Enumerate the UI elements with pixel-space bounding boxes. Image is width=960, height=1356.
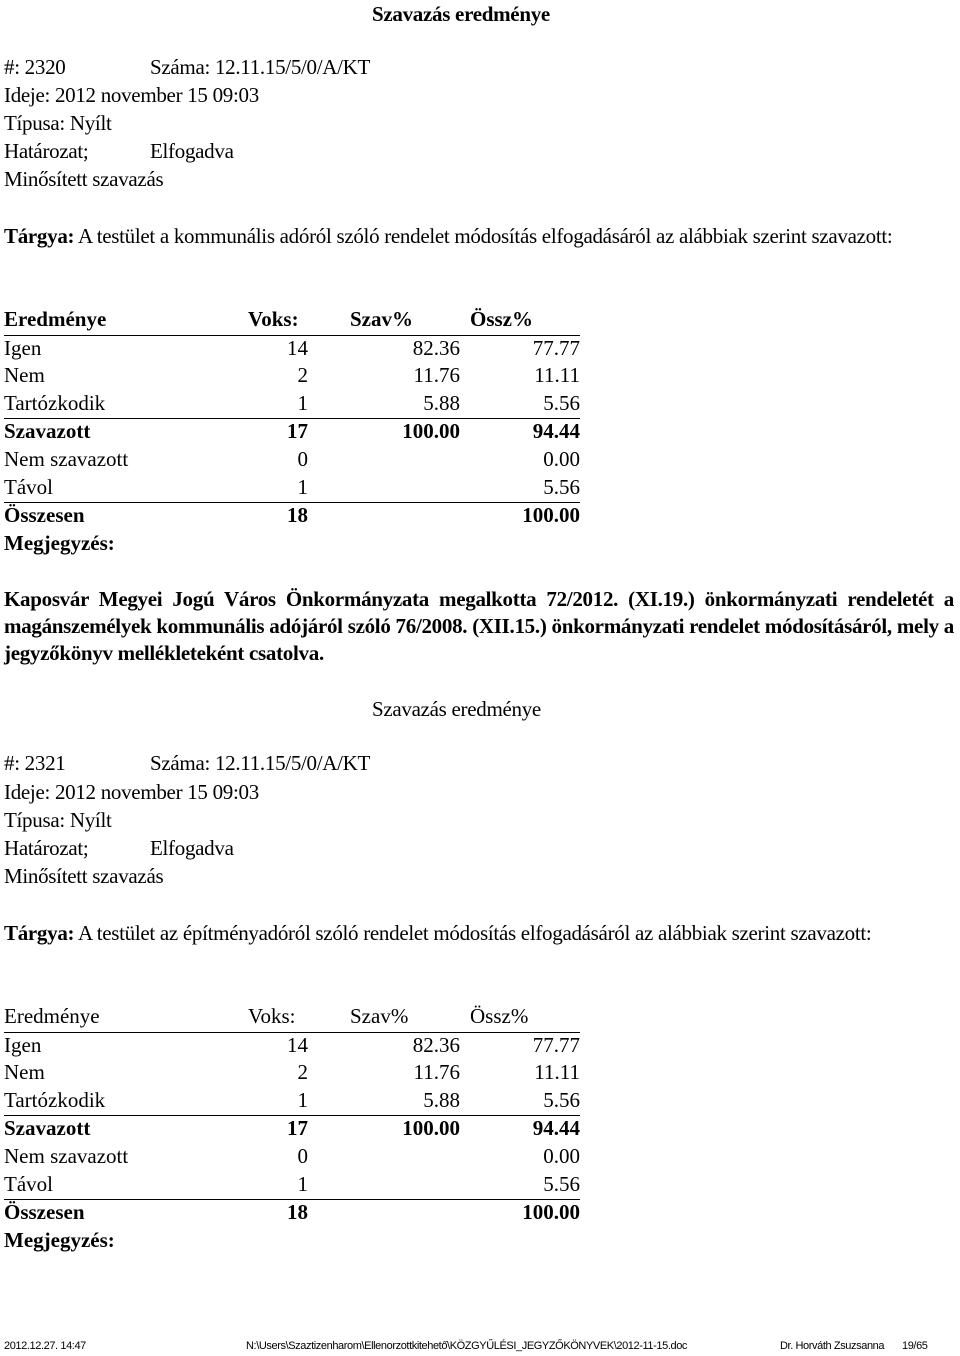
header-result: Eredménye <box>4 307 107 331</box>
row-total-percent: 94.44 <box>532 419 580 444</box>
row-votes: 1 <box>297 1171 308 1196</box>
record-type: Típusa: Nyílt <box>4 808 112 832</box>
table-row-voted <box>4 419 580 447</box>
footer-page: 19/65 <box>902 1340 928 1352</box>
row-total-percent: 77.77 <box>532 335 580 360</box>
header-total-percent: Össz% <box>470 1004 529 1028</box>
row-label: Nem szavazott <box>4 1143 129 1168</box>
table-header-row <box>4 1004 580 1033</box>
header-total-percent: Össz% <box>470 307 533 331</box>
subject-text: A testület a kommunális adóról szóló rendelet módosítás elfogadásáról az alábbiak szerint szavazott: <box>78 224 893 248</box>
row-votes: 1 <box>297 1087 308 1112</box>
vote-result-title: Szavazás eredménye <box>372 2 550 26</box>
row-label: Összesen <box>4 503 85 528</box>
row-total-percent: 11.11 <box>534 363 580 388</box>
row-total-percent: 100.00 <box>522 503 580 528</box>
record-number: Száma: 12.11.15/5/0/A/KT <box>150 55 371 79</box>
row-votes: 0 <box>297 1143 308 1168</box>
row-label: Összesen <box>4 1200 85 1225</box>
row-vote-percent: 100.00 <box>402 1116 460 1141</box>
row-votes: 2 <box>297 1060 308 1085</box>
table-row <box>4 1144 580 1172</box>
row-total-percent: 0.00 <box>543 1143 580 1168</box>
header-votes: Voks: <box>248 307 299 331</box>
header-votes: Voks: <box>248 1004 296 1028</box>
table-row <box>4 1033 580 1061</box>
table-row <box>4 336 580 364</box>
record-number: Száma: 12.11.15/5/0/A/KT <box>150 751 371 775</box>
footer-path: N:\Users\Szaztizenharom\Ellenorzottkitehető\KÖZGYŰLÉSI_JEGYZŐKÖNYVEK\2012-11-15.doc <box>246 1340 688 1352</box>
row-label: Igen <box>4 1032 42 1057</box>
table-row-total <box>4 1200 580 1228</box>
vote-result-title: Szavazás eredménye <box>372 697 541 721</box>
header-result: Eredménye <box>4 1004 100 1028</box>
row-total-percent: 5.56 <box>543 1171 580 1196</box>
vote-table <box>4 307 580 558</box>
subject-text: A testület az építményadóról szóló rendelet módosítás elfogadásáról az alábbiak szerint szavazott: <box>78 921 872 945</box>
row-total-percent: 5.56 <box>543 474 580 499</box>
table-row-total <box>4 503 580 531</box>
row-total-percent: 5.56 <box>543 390 580 415</box>
row-label: Tartózkodik <box>4 1087 106 1112</box>
row-total-percent: 77.77 <box>532 1032 580 1057</box>
row-vote-percent: 11.76 <box>413 363 460 388</box>
footer-date: 2012.12.27. 14:47 <box>4 1340 86 1352</box>
note-label: Megjegyzés: <box>4 530 115 555</box>
record-type: Típusa: Nyílt <box>4 111 112 135</box>
row-label: Távol <box>4 1171 53 1196</box>
row-total-percent: 5.56 <box>543 1087 580 1112</box>
resolution-text: Kaposvár Megyei Jogú Város Önkormányzata megalkotta 72/2012. (XI.19.) önkormányzati rendeletét a magánszemélyek kommunális adójáról szóló 76/2008. (XII.15.) önkormányzati rendelet módosításáról, mely a jegyzőkönyv mellékleteként csatolva. <box>4 587 954 665</box>
row-votes: 1 <box>297 390 308 415</box>
decision-value: Elfogadva <box>150 139 234 163</box>
table-row <box>4 1172 580 1201</box>
subject <box>4 920 954 947</box>
record-time: Ideje: 2012 november 15 09:03 <box>4 83 259 107</box>
row-total-percent: 0.00 <box>543 446 580 471</box>
table-row-voted <box>4 1116 580 1144</box>
subject-label: Tárgya: <box>4 921 75 945</box>
row-votes: 2 <box>297 363 308 388</box>
row-votes: 1 <box>297 474 308 499</box>
row-label: Tartózkodik <box>4 390 106 415</box>
row-vote-percent: 100.00 <box>402 419 460 444</box>
row-total-percent: 94.44 <box>532 1116 580 1141</box>
row-label: Nem <box>4 363 45 388</box>
row-votes: 14 <box>287 1032 308 1057</box>
row-votes: 18 <box>287 1200 308 1225</box>
table-row <box>4 475 580 504</box>
subject-label: Tárgya: <box>4 224 75 248</box>
row-votes: 17 <box>287 419 308 444</box>
header-vote-percent: Szav% <box>350 1004 409 1028</box>
row-vote-percent: 5.88 <box>423 1087 460 1112</box>
row-votes: 17 <box>287 1116 308 1141</box>
table-row <box>4 447 580 475</box>
record-id: #: 2321 <box>4 751 66 775</box>
row-total-percent: 100.00 <box>522 1200 580 1225</box>
decision-label: Határozat; <box>4 139 89 163</box>
table-row <box>4 363 580 391</box>
row-vote-percent: 11.76 <box>413 1060 460 1085</box>
row-label: Távol <box>4 474 53 499</box>
vote-table <box>4 1004 580 1255</box>
row-label: Nem <box>4 1060 45 1085</box>
qualified-vote: Minősített szavazás <box>4 167 164 191</box>
row-total-percent: 11.11 <box>534 1060 580 1085</box>
decision-value: Elfogadva <box>150 836 234 860</box>
note-label: Megjegyzés: <box>4 1227 115 1252</box>
row-label: Igen <box>4 335 42 360</box>
row-label: Szavazott <box>4 1116 91 1141</box>
row-vote-percent: 82.36 <box>412 335 460 360</box>
row-label: Nem szavazott <box>4 446 129 471</box>
row-votes: 18 <box>287 503 308 528</box>
table-row <box>4 1088 580 1117</box>
record-time: Ideje: 2012 november 15 09:03 <box>4 780 259 804</box>
footer-author: Dr. Horváth Zsuzsanna <box>780 1340 885 1352</box>
row-votes: 0 <box>297 446 308 471</box>
row-label: Szavazott <box>4 419 91 444</box>
table-row <box>4 1060 580 1088</box>
record-id: #: 2320 <box>4 55 66 79</box>
decision-label: Határozat; <box>4 836 89 860</box>
qualified-vote: Minősített szavazás <box>4 864 164 888</box>
header-vote-percent: Szav% <box>350 307 413 331</box>
row-vote-percent: 82.36 <box>412 1032 460 1057</box>
table-row <box>4 391 580 420</box>
subject <box>4 223 954 250</box>
table-header-row <box>4 307 580 336</box>
row-votes: 14 <box>287 335 308 360</box>
row-vote-percent: 5.88 <box>423 390 460 415</box>
